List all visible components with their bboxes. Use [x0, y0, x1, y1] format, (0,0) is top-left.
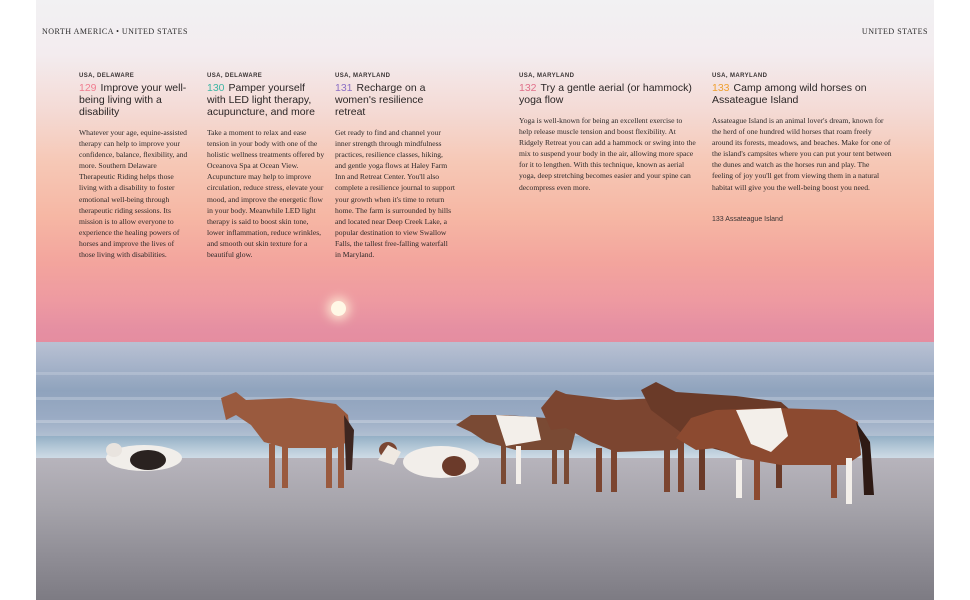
entry-location: USA, DELAWARE: [207, 73, 263, 79]
setting-sun: [331, 301, 346, 316]
header-country: UNITED STATES: [121, 27, 188, 36]
entry-title: [207, 82, 325, 118]
entry-number: 133: [712, 82, 730, 94]
entry-location: USA, MARYLAND: [519, 73, 575, 79]
entry-title: [712, 82, 892, 106]
entry-133: [712, 73, 892, 223]
entry-title-text: Camp among wild horses on Assateague Island: [712, 82, 867, 106]
header-separator: •: [116, 27, 120, 36]
entry-number: 132: [519, 82, 537, 94]
entry-title: [79, 82, 191, 118]
running-header-right: UNITED STATES: [861, 27, 928, 36]
horse-lying-middle: [378, 442, 479, 478]
entry-title-text: Try a gentle aerial (or hammock) yoga flow: [519, 82, 692, 106]
entry-129: [79, 73, 191, 260]
entry-title-text: Pamper yourself with LED light therapy, acupuncture, and more: [207, 82, 315, 118]
entry-location: USA, MARYLAND: [712, 73, 768, 79]
entry-location: USA, DELAWARE: [79, 73, 135, 79]
entry-body: Get ready to find and channel your inner strength through mindfulness practices, resilience classes, hiking, and gentle yoga flows at Haley Farm Inn and Retreat Center. You'll also complete a resilience journal to support your growth when it's time to return home. The farm is surrounded by hills and located near Deep Creek Lake, a popular destination to view Swallow Falls, the tallest free-falling waterfall in Maryland.: [335, 128, 455, 260]
entry-130: [207, 73, 325, 260]
entry-title: [335, 82, 455, 118]
entry-body: Whatever your age, equine-assisted therapy can help to improve your confidence, balance, flexibility, and more. Southern Delaware Therapeutic Riding helps those living with a disability to foster emotional well-being through therapeutic riding sessions. Its mission is to allow everyone to experience the healing powers of horses and improve the lives of those living with disabilities.: [79, 128, 188, 260]
horse-lying-left: [106, 443, 182, 471]
entry-body: Yoga is well-known for being an excellent exercise to help release muscle tension and boost flexibility. At Ridgely Retreat you can add a hammock or swing into the mix to suspend your body in the air, allowing more space for it to lengthen. With this technique, known as aerial yoga, deep stretching becomes easier and your spine can decompress even more.: [519, 116, 696, 192]
running-header-left: [42, 27, 188, 36]
entry-number: 131: [335, 82, 353, 94]
entry-title-text: Recharge on a women's resilience retreat: [335, 82, 426, 118]
entry-number: 130: [207, 82, 225, 94]
entry-title: [519, 82, 697, 106]
entry-body: Assateague Island is an animal lover's dream, known for the herd of one hundred wild horses that roam freely around its forests, meadows, and beaches. Make for one of the island's campsites where you can put your tent between the dunes and watch as the horses run and play. The feeling of joy you'll get from viewing them in a natural habitat will give you the well-being boost you need.: [712, 116, 892, 192]
entry-location: USA, MARYLAND: [335, 73, 391, 79]
header-region: NORTH AMERICA: [42, 27, 114, 36]
horse-standing-pinto-right: [676, 408, 874, 504]
entry-132: [519, 73, 697, 193]
entry-number: 129: [79, 82, 97, 94]
entry-body: Take a moment to relax and ease tension in your body with one of the holistic wellness treatments offered by Oceanova Spa at Ocean View. Acupuncture may help to improve circulation, reduce stress, elevate your mood, and improve the energetic flow in your body. Meanwhile LED light therapy is said to boost skin tone, lower inflammation, reduce wrinkles, and smooth out skin texture for a beautiful glow.: [207, 128, 325, 260]
entry-title-text: Improve your well-being living with a disability: [79, 82, 187, 118]
wild-horses-illustration: [36, 370, 934, 520]
horse-standing-brown-1: [221, 392, 354, 488]
photo-caption: 133 Assateague Island: [712, 215, 783, 223]
entry-131: [335, 73, 455, 260]
